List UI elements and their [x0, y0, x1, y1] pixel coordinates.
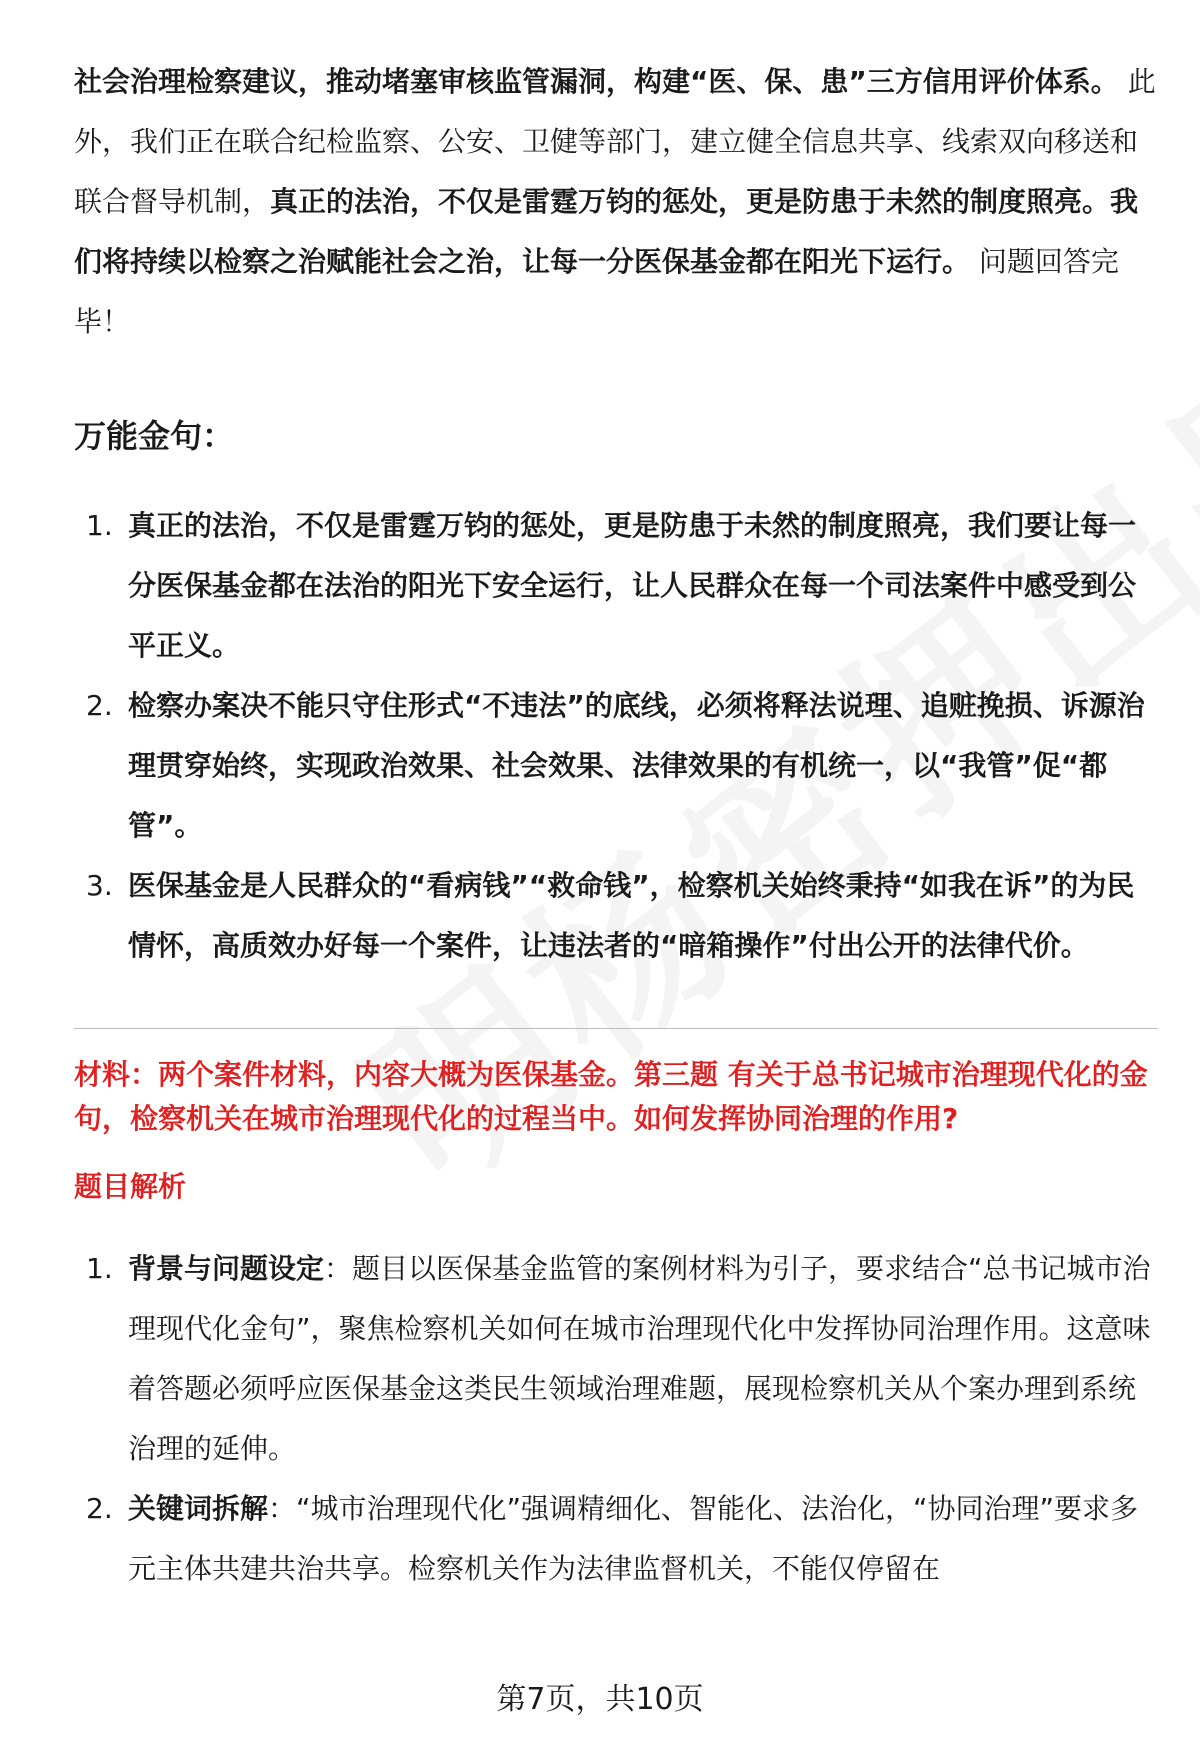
material-question: 材料：两个案件材料，内容大概为医保基金。第三题 有关于总书记城市治理现代化的金句，检察机关在城市治理现代化的过程当中。如何发挥协同治理的作用? [74, 1058, 1148, 1135]
list-text: 真正的法治，不仅是雷霆万钧的惩处，更是防患于未然的制度照亮，我们要让每一分医保基金都在法治的阳光下安全运行，让人民群众在每一个司法案件中感受到公平正义。 [128, 509, 1137, 662]
list-label: 背景与问题设定 [128, 1252, 325, 1285]
list-text: ：“城市治理现代化”强调精细化、智能化、法治化，“协同治理”要求多元主体共建共治共享。检察机关作为法律监督机关，不能仅停留在 [128, 1492, 1139, 1585]
analysis-list [74, 1239, 1158, 1599]
list-number: 2. [86, 1492, 113, 1525]
golden-sentences-list [74, 496, 1158, 976]
section-divider [74, 1028, 1158, 1029]
intro-paragraph [74, 52, 1158, 352]
list-label: 关键词拆解 [128, 1492, 269, 1525]
list-item [74, 856, 1158, 976]
list-number: 3. [86, 869, 113, 902]
list-item [74, 676, 1158, 856]
analysis-title: 题目解析 [74, 1170, 187, 1203]
list-item [74, 1479, 1158, 1599]
list-number: 1. [86, 1252, 113, 1285]
document-page [74, 52, 1158, 1599]
intro-bold-1: 社会治理检察建议，推动堵塞审核监管漏洞，构建“医、保、患”三方信用评价体系。 [74, 65, 1119, 98]
intro-bold-2: 真正的法治，不仅是雷霆万钧的惩处，更是防患于未然的制度照亮。我们将持续以检察之治赋能社会之治，让每一分医保基金都在阳光下运行。 [74, 185, 1139, 278]
list-number: 2. [86, 689, 113, 722]
list-text: 检察办案决不能只守住形式“不违法”的底线，必须将释法说理、追赃挽损、诉源治理贯穿始终，实现政治效果、社会效果、法律效果的有机统一，以“我管”促“都管”。 [128, 689, 1145, 842]
list-number: 1. [86, 509, 113, 542]
list-text: 医保基金是人民群众的“看病钱”“救命钱”，检察机关始终秉持“如我在诉”的为民情怀，高质效办好每一个案件，让违法者的“暗箱操作”付出公开的法律代价。 [128, 869, 1135, 962]
page-footer: 第7页，共10页 [496, 1682, 704, 1717]
list-text: ：题目以医保基金监管的案例材料为引子，要求结合“总书记城市治理现代化金句”，聚焦检察机关如何在城市治理现代化中发挥协同治理作用。这意味着答题必须呼应医保基金这类民生领域治理难题，展现检察机关从个案办理到系统治理的延伸。 [128, 1252, 1151, 1465]
list-item [74, 1239, 1158, 1479]
golden-sentences-title: 万能金句： [74, 417, 235, 455]
intro-normal-2: 问题回答完毕！ [74, 245, 1119, 338]
list-item [74, 496, 1158, 676]
intro-normal-1: 此外，我们正在联合纪检监察、公安、卫健等部门，建立健全信息共享、线索双向移送和联合督导机制， [74, 65, 1156, 218]
